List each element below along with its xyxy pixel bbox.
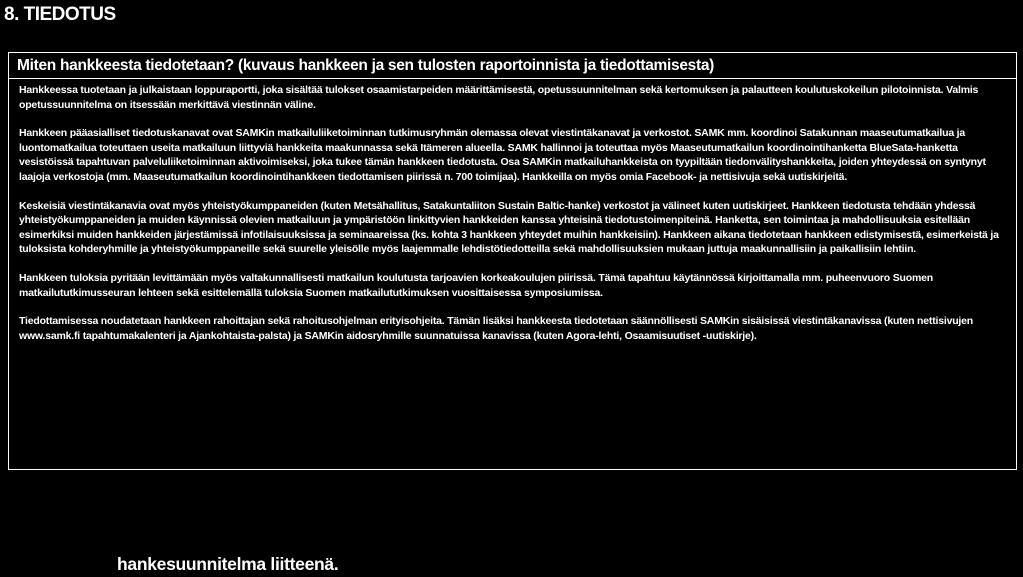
question-label: Miten hankkeesta tiedotetaan? (kuvaus hankkeen ja sen tulosten raportoinnista ja tiedottamisesta) [9,53,1016,79]
section-heading: 8. TIEDOTUS [4,4,116,25]
paragraph-yhteistyokumppanit: Keskeisiä viestintäkanavia ovat myös yhteistyökumppaneiden (kuten Metsähallitus, Satakuntaliiton Sustain Baltic-hanke) verkostot ja välineet kuten uutiskirjeet. Hankkeen tiedotusta tehdään yhdessä yhteistyökumppaneiden ja muiden käynnissä olevien matkailuun ja ympäristöön linkittyvien hankkeiden kanssa yhteisinä tiedotustoimenpiteinä. Hanketta, sen toimintaa ja mahdollisuuksia esitellään esimerkiksi muiden hankkeiden järjestämissä infotilaisuuksissa ja seminaareissa (ks. kohta 3 hankkeen yhteydet muihin hankkeisiin). Hankkeen aikana tiedotetaan hankkeen edistymisestä, esimerkeistä ja tuloksista kohderyhmille ja yhteistyökumppaneille sekä suurelle yleisölle myös laajemmalle lehdistötiedotteilla sekä mahdollisuuksien mukaan juttuja maakunnallisiin ja paikallisiin lehtiin. [19,199,999,256]
footer-note: hankesuunnitelma liitteenä. [117,554,339,574]
paragraph-tiedotuskanavat: Hankkeen pääasialliset tiedotuskanavat ovat SAMKin matkailuliiketoiminnan tutkimusryhmän olemassa olevat viestintäkanavat ja verkostot. SAMK mm. koordinoi Satakunnan maaseutumatkailua ja luontomatkailua toteuttaen useita matkailuun liittyviä hankkeita maakunnassa sekä Itämeren alueella. SAMK hallinnoi ja toteuttaa myös Maaseutumatkailun koordinointihanketta BlueSata-hanketta vesistöissä tapahtuvan palveluliiketoiminnan aktivoimiseksi, joka tukee tämän hankkeen tiedotusta. Osa SAMKin matkailuhankkeista on tyypiltään tiedonvälityshankkeita, joiden yhteydessä on syntynyt laajoja verkostoja (mm. Maaseutumatkailun koordinointihankkeen tiedottamisen piirissä n. 700 toimijaa). Hankkeilla on myös omia Facebook- ja nettisivuja sekä uutiskirjeitä. [19,127,986,183]
paragraph-rahoittaja-ohjeet: Tiedottamisessa noudatetaan hankkeen rahoittajan sekä rahoitusohjelman erityisohjeita. Tämän lisäksi hankkeesta tiedotetaan säännöllisesti SAMKin sisäisissä viestintäkanavissa (kuten nettisivujen www.samk.fi tapahtumakalenteri ja Ajankohtaista-palsta) ja SAMKin aidosryhmille suunnatuissa kanavissa (kuten Agora-lehti, Osaamisuutiset -uutiskirje). [19,315,973,342]
paragraph-valtakunnallinen: Hankkeen tuloksia pyritään levittämään myös valtakunnallisesti matkailun koulutusta tarjoavien korkeakoulujen piirissä. Tämä tapahtuu käytännössä kirjoittamalla mm. puheenvuoro Suomen matkailututkimusseuran lehteen sekä esittelemällä tuloksia Suomen matkailututkimuksen vuosittaisessa symposiumissa. [19,271,933,299]
answer-text-area[interactable] [9,83,1016,357]
form-box [8,52,1017,470]
paragraph-loppuraportti: Hankkeessa tuotetaan ja julkaistaan loppuraportti, joka sisältää tulokset osaamistarpeiden määrittämisestä, opetussuunnitelman sekä kertomuksen ja palautteen koulutuskokeilun pilotoinnista. Valmis opetussuunnitelma on itsessään merkittävä viestinnän väline. [19,84,979,111]
